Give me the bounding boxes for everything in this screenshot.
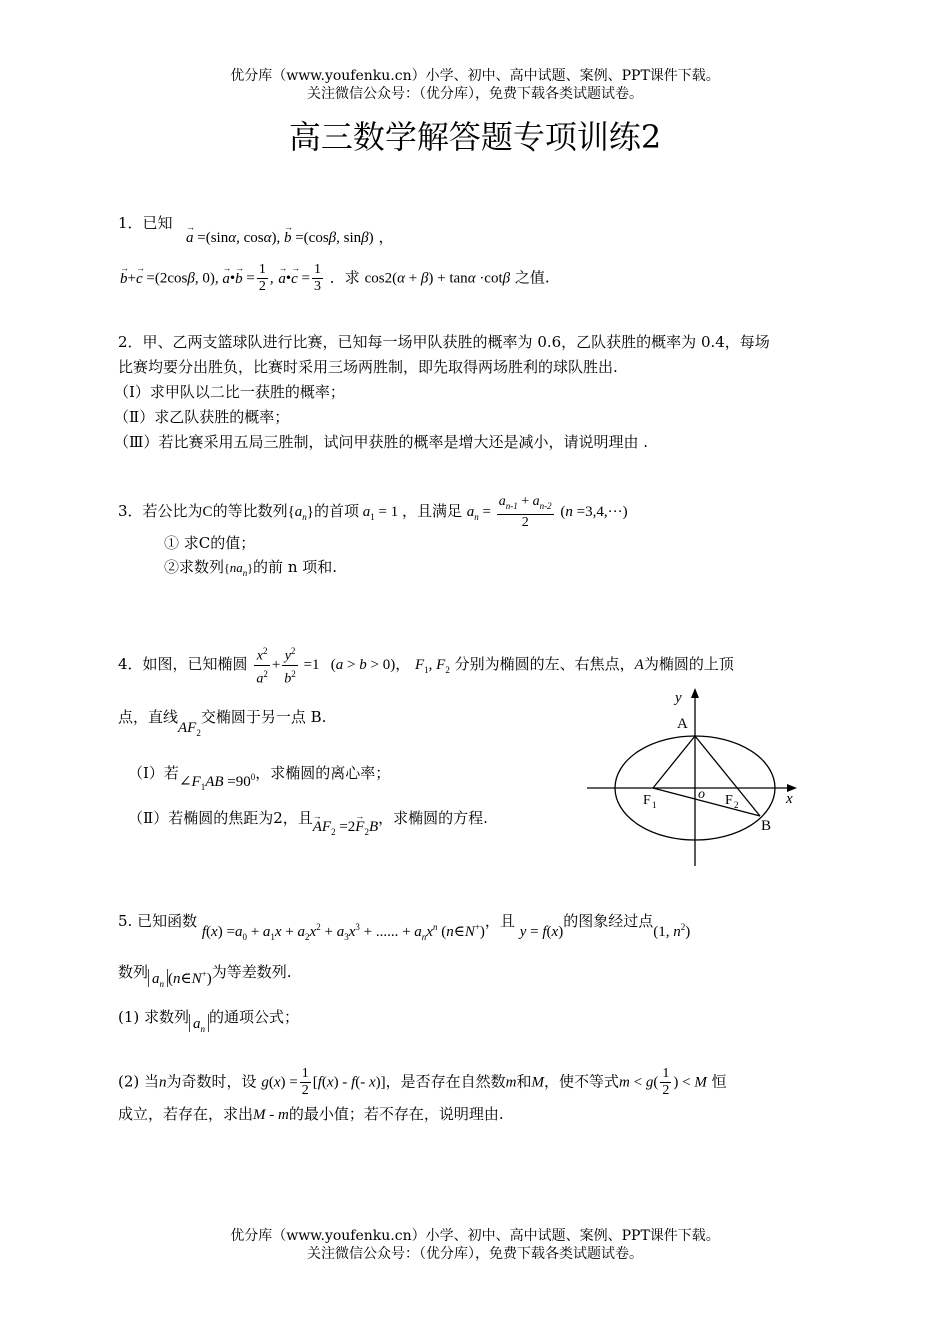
q3-part-2-a: ②求数列 <box>164 558 225 576</box>
q2-line-1: 2．甲、乙两支篮球队进行比赛，已知每一场甲队获胜的概率为 0.6，乙队获胜的概率为 0.4，每场 <box>118 333 770 351</box>
ellipse-figure <box>585 680 805 872</box>
q5-line-2-b: 为等差数列. <box>211 963 292 981</box>
q1-label: 1．已知 <box>118 214 173 232</box>
q1-comma: ， <box>378 228 394 246</box>
label-f1-sub: 1 <box>652 800 657 810</box>
q2-line-2: 比赛均要分出胜负，比赛时采用三场两胜制，即先取得两场胜利的球队胜出. <box>118 358 618 376</box>
label-f1: F <box>643 793 651 808</box>
q1-ask: ．求 <box>329 268 360 287</box>
footer-line-2: 关注微信公众号：（优分库），免费下载各类试题试卷。 <box>307 1246 643 1262</box>
q3-text-d: 的首项 <box>313 501 359 520</box>
q2-part-2: （Ⅱ）求乙队获胜的概率； <box>114 408 290 426</box>
q1-line-2: → b+→ c =(2cosβ, 0), → a•→ b = $\frac{1}{2}$ , → a•→ c = $\frac{1}{3}$ ．求 cos2(α + β) + tanα ·cotβ 之值. <box>120 262 550 295</box>
q4-text-e: 为椭圆的上顶 <box>643 655 734 674</box>
q5-line-2-a: 数列 <box>118 963 149 981</box>
q1-vectors-ab: → a =(sinα, cosα), → b =(cosβ, sinβ) ， <box>186 226 393 249</box>
page-title: 高三数学解答题专项训练2 <box>288 118 662 156</box>
q4-text-c: 分别为椭圆的左、右焦点， <box>454 655 635 674</box>
q5-line-4-a: 成立，若存在，求出 <box>118 1105 254 1123</box>
q4-part-2-a: （Ⅱ）若椭圆的焦距为2，且 <box>128 809 313 827</box>
q5-part-1: (1) 求数列 $a_n$的通项公式； <box>118 1008 300 1034</box>
q3-line-1: 3．若公比为C的等比数列$\{a_n\}$的首项 $a_1 = 1$ ，且满足 $a_n$ = $\frac{a_{n-1} + a_{n-2}}{2}$ (n =3,4,···) <box>118 494 628 530</box>
q3-part-2: ②求数列$\{na_n\}$的前 n 项和. <box>164 558 338 578</box>
q5-text-b: ，且 <box>484 912 515 930</box>
label-origin: o <box>698 787 705 802</box>
q5-part-2-e: ，使不等式 <box>544 1072 620 1091</box>
q5-part-2-b: 为奇数时，设 <box>166 1072 257 1091</box>
q4-line-2-a: 点，直线 <box>118 708 179 726</box>
q5-part-2-c: ，是否存在自然数 <box>385 1072 506 1091</box>
q5-line-2: 数列 $a_n$ (n∈N+)为等差数列. <box>118 963 292 989</box>
y-axis-arrow-icon <box>691 688 699 698</box>
q3-part-2-b: 的前 n 项和. <box>253 558 338 576</box>
q3-text-a: 3．若公比为 <box>118 501 203 520</box>
label-a: A <box>677 716 688 732</box>
q5-part-2-f: 恒 <box>711 1072 727 1091</box>
q1-end: 之值. <box>514 268 550 287</box>
q5-part-2-a: (2) 当 <box>118 1072 160 1091</box>
label-b: B <box>761 818 772 834</box>
q4-text-d: A <box>634 657 644 674</box>
q4-text-a: 4．如图，已知椭圆 <box>118 655 248 674</box>
label-f2-sub: 2 <box>734 800 739 810</box>
q4-line-2: 点，直线$AF_2$交椭圆于另一点 B. <box>118 708 327 738</box>
q5-part-2: (2) 当n为奇数时，设 g(x) = $\frac{1}{2}$ [f(x) - f(- x)]，是否存在自然数m和M，使不等式m < g( $\frac{1}{2}$ ) < M 恒 <box>118 1066 727 1098</box>
q4-part-1: （Ⅰ）若$\angle F_1AB =90^0$，求椭圆的离心率； <box>128 764 391 792</box>
q3-text-e: ，且满足 <box>401 501 462 520</box>
q3-text-b: C <box>202 503 213 520</box>
q4-part-2: （Ⅱ）若椭圆的焦距为2，且→ $AF_2 =2\to F_2B$，求椭圆的方程. <box>128 807 488 835</box>
q1-line-1 <box>118 212 173 234</box>
q5-line-4-b: 的最小值；若不存在，说明理由. <box>288 1105 504 1123</box>
q5-part-1-a: (1) 求数列 <box>118 1008 190 1026</box>
q5-part-2-d: 和 <box>516 1072 532 1091</box>
q2-part-3: （Ⅲ）若比赛采用五局三胜制，试问甲获胜的概率是增大还是减小，请说明理由 . <box>114 433 649 451</box>
q5-text-c: 的图象经过点 <box>563 912 654 930</box>
q4-part-2-b: ，求椭圆的方程. <box>378 809 488 827</box>
label-y: y <box>675 690 682 706</box>
q4-line-2-b: 交椭圆于另一点 B. <box>200 708 327 726</box>
q3-part-1: ① 求C的值； <box>164 534 256 552</box>
q5-text-a: 5. 已知函数 <box>118 912 198 930</box>
q4-part-1-b: ，求椭圆的离心率； <box>255 764 391 782</box>
footer-line-1: 优分库（www.youfenku.cn）小学、初中、高中试题、案例、PPT课件下载。 <box>230 1228 720 1244</box>
header-line-1: 优分库（www.youfenku.cn）小学、初中、高中试题、案例、PPT课件下载。 <box>230 68 720 84</box>
q4-text-b: ， <box>395 655 411 674</box>
segment-f1b <box>653 788 760 816</box>
q5-line-1: 5. 已知函数 $f(x) =a_0 + a_1x + a_2x^2 + a_3x^3$ + ...... + $a_nx^n$ (n∈N+)，且 y = f(x)的图象经过点(1, $n^2$) <box>118 912 691 942</box>
q3-text-c: 的等比数列 <box>212 501 288 520</box>
q4-line-1: 4．如图，已知椭圆 $\frac{x^2}{a^2}$ + $\frac{y^2}{b^2}$ =1 (a > b > 0)， $F_1$, $F_2$ 分别为椭圆的左、右焦点，A为椭圆的上顶 <box>118 643 734 687</box>
q5-line-4: 成立，若存在，求出M - m的最小值；若不存在，说明理由. <box>118 1105 504 1123</box>
label-f2: F <box>725 793 733 808</box>
segment-af1 <box>653 736 695 788</box>
label-x: x <box>786 791 793 807</box>
q4-part-1-a: （Ⅰ）若 <box>128 764 179 782</box>
header-line-2: 关注微信公众号：（优分库），免费下载各类试题试卷。 <box>307 86 643 102</box>
q2-part-1: （Ⅰ）求甲队以二比一获胜的概率； <box>114 383 345 401</box>
q5-part-1-b: 的通项公式； <box>209 1008 300 1026</box>
